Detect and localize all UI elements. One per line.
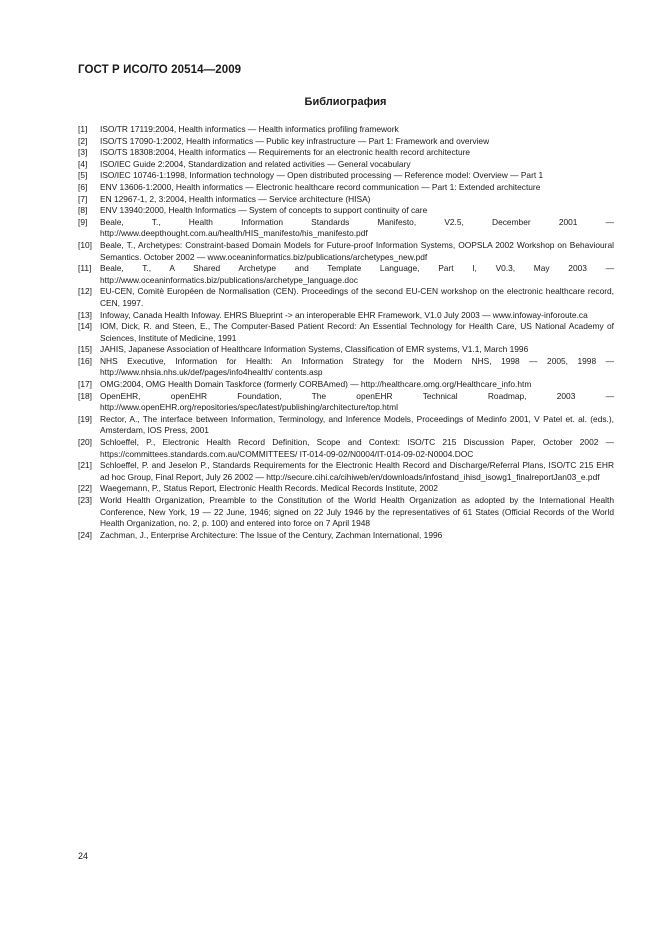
- bibliography-title: Библиография: [304, 96, 387, 108]
- reference-item: [78, 379, 614, 391]
- reference-number: [13]: [78, 309, 92, 320]
- reference-text: Beale, T., Archetypes: Constraint-based Domain Models for Future-proof Information Systems, OOPSLA 2002 Workshop on Behavioural Semantics. October 2002 — www.oceaninformatics.biz/publications/archetypes_new.pdf: [100, 239, 614, 262]
- reference-number: [7]: [78, 193, 88, 204]
- reference-number: [23]: [78, 495, 92, 505]
- reference-text: ISO/TR 17119:2004, Health informatics — Health informatics profiling framework: [100, 124, 399, 134]
- reference-number: [20]: [78, 437, 92, 448]
- reference-item: [78, 147, 614, 159]
- reference-number: [24]: [78, 529, 92, 540]
- reference-number: [4]: [78, 158, 88, 169]
- reference-number: [3]: [78, 147, 88, 158]
- reference-item: [78, 263, 614, 286]
- reference-item: [78, 437, 614, 460]
- reference-number: [16]: [78, 355, 92, 366]
- reference-text: ENV 13940:2000, Health Informatics — System of concepts to support continuity of care: [100, 205, 428, 216]
- reference-item: [78, 194, 614, 206]
- reference-text: IOM, Dick, R. and Steen, E., The Computer-Based Patient Record: An Essential Technology for Health Care, US National Academy of Sciences, Institute of Medicine, 1991: [100, 321, 614, 343]
- reference-text: World Health Organization, Preamble to the Constitution of the World Health Organization as adopted by the International Health Conference, New York, 19 — 22 June, 1946; signed on 22 July 1946 by the representatives of 61 States (Official Records of the World Health Organization, no. 2, p. 100) and entered into force on 7 April 1948: [100, 495, 614, 529]
- page-number: 24: [78, 851, 89, 861]
- reference-text: Schloeffel, P. and Jeselon P., Standards Requirements for the Electronic Health Record and Discharge/Referral Plans, ISO/TC 215 EHR ad hoc Group, Final Report, July 26 2002 — http://secure.cihi.ca/cihiweb/en/downloads/infostand_ihisd_isowg1_finalreportJan03_e.pdf: [100, 460, 614, 482]
- reference-number: [9]: [78, 216, 88, 227]
- reference-number: [12]: [78, 286, 92, 297]
- reference-item: [78, 217, 614, 240]
- reference-item: [78, 460, 614, 483]
- reference-text: EU-CEN, Comitè Européen de Normalisation (CEN). Proceedings of the second EU-CEN workshop on the electronic healthcare record, CEN, 1997.: [100, 286, 614, 308]
- reference-text: NHS Executive, Information for Health: An Information Strategy for the Modern NHS, 1998 — 2005, 1998 — http://www.nhsia.nhs.uk/def/pages/info4health/ contents.asp: [100, 355, 614, 378]
- reference-item: [78, 159, 614, 171]
- reference-text: JAHIS, Japanese Association of Healthcare Information Systems, Classification of EMR systems, V1.1, March 1996: [100, 344, 529, 355]
- reference-number: [21]: [78, 460, 92, 471]
- reference-number: [19]: [78, 413, 92, 424]
- reference-item: [78, 124, 614, 136]
- reference-number: [14]: [78, 321, 92, 332]
- reference-text: Zachman, J., Enterprise Architecture: The Issue of the Century, Zachman International, 1996: [100, 529, 443, 540]
- reference-number: [6]: [78, 181, 88, 192]
- reference-item: [78, 356, 614, 379]
- reference-item: [78, 495, 614, 530]
- reference-text: OMG:2004, OMG Health Domain Taskforce (formerly CORBAmed) — http://healthcare.omg.org/Healthcare_info.htm: [100, 379, 532, 390]
- reference-number: [18]: [78, 390, 92, 401]
- reference-text: Waegemann, P., Status Report, Electronic Health Records. Medical Records Institute, 2002: [100, 483, 438, 494]
- reference-number: [10]: [78, 239, 92, 250]
- reference-number: [15]: [78, 344, 92, 355]
- reference-number: [17]: [78, 379, 92, 390]
- document-header: ГОСТ Р ИСО/ТО 20514—2009: [78, 64, 242, 76]
- reference-text: OpenEHR, openEHR Foundation, The openEHR Technical Roadmap, 2003 — http://www.openEHR.org/repositories/spec/latest/publishing/architecture/top.html: [100, 390, 614, 413]
- reference-text: ISO/IEC Guide 2:2004, Standardization and related activities — General vocabulary: [100, 158, 411, 169]
- reference-text: Infoway, Canada Health Infoway. EHRS Blueprint -> an interoperable EHR Framework, V1.0 July 2003 — www.infoway-inforoute.ca: [100, 309, 588, 320]
- reference-item: [78, 483, 614, 495]
- reference-item: [78, 205, 614, 217]
- reference-item: [78, 391, 614, 414]
- reference-item: [78, 310, 614, 322]
- reference-text: Rector, A., The interface between Information, Terminology, and Inference Models, Proceedings of Medinfo 2001, V Patel et. al. (eds.), Amsterdam, IOS Press, 2001: [100, 413, 614, 436]
- reference-item: [78, 286, 614, 309]
- reference-number: [22]: [78, 483, 92, 494]
- reference-item: [78, 321, 614, 344]
- reference-number: [11]: [78, 263, 92, 274]
- reference-text: Schloeffel, P., Electronic Health Record Definition, Scope and Context: ISO/TC 215 Discussion Paper, October 2002 — https://committees.standards.com.au/COMMITTEES/ IT-014-09-02/N0004/IT-014-09-02-N0004.DOC: [100, 437, 614, 459]
- reference-item: [78, 170, 614, 182]
- reference-text: ISO/IEC 10746-1:1998, Information technology — Open distributed processing — Reference model: Overview — Part 1: [100, 170, 544, 181]
- reference-item: [78, 344, 614, 356]
- reference-text: ENV 13606-1:2000, Health informatics — Electronic healthcare record communication — Part 1: Extended architecture: [100, 181, 541, 192]
- reference-item: [78, 530, 614, 542]
- reference-number: [5]: [78, 170, 88, 181]
- reference-text: Beale, T., A Shared Archetype and Template Language, Part I, V0.3, May 2003 — http://www.oceaninformatics.biz/publications/archetype_language.doc: [100, 263, 614, 285]
- bibliography-list: [78, 124, 614, 541]
- reference-number: [8]: [78, 205, 88, 216]
- reference-item: [78, 414, 614, 437]
- reference-item: [78, 182, 614, 194]
- reference-text: ISO/TS 18308:2004, Health informatics — Requirements for an electronic health record architecture: [100, 147, 471, 158]
- reference-number: [1]: [78, 124, 88, 134]
- reference-text: ISO/TS 17090-1:2002, Health informatics — Public key infrastructure — Part 1: Framework and overview: [100, 135, 490, 146]
- reference-item: [78, 240, 614, 263]
- reference-text: EN 12967-1, 2, 3:2004, Health informatics — Service architecture (HISA): [100, 193, 371, 204]
- reference-item: [78, 136, 614, 148]
- reference-number: [2]: [78, 135, 88, 146]
- reference-text: Beale, T., Health Information Standards Manifesto, V2.5, December 2001 — http://www.deepthought.com.au/health/HIS_manifesto/his_manifesto.pdf: [100, 216, 614, 239]
